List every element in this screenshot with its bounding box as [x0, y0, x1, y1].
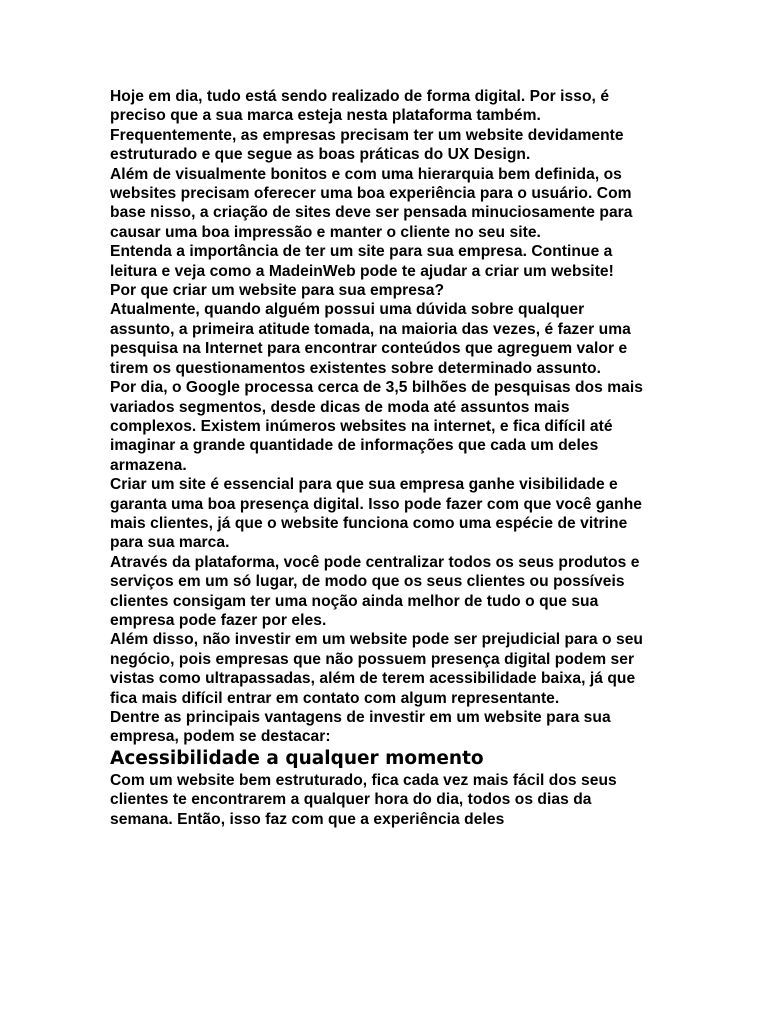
paragraph-importance: Entenda a importância de ter um site para sua empresa. Continue a leitura e veja como a MadeinWeb pode te ajudar a criar um website!	[110, 243, 614, 280]
section-heading: Acessibilidade a qualquer momento	[110, 747, 484, 769]
paragraph-search: Atualmente, quando alguém possui uma dúvida sobre qualquer assunto, a primeira atitude tomada, na maioria das vezes, é fazer uma pesquisa na Internet para encontrar conteúdos que agreguem valor e tirem os questionamentos existentes sobre determinado assunto.	[110, 301, 631, 377]
paragraph-intro: Hoje em dia, tudo está sendo realizado de forma digital. Por isso, é preciso que a sua marca esteja nesta plataforma também. Frequentemente, as empresas precisam ter um website devidamente estruturado e que segue as boas práticas do UX Design.	[110, 88, 624, 164]
paragraph-advantages: Dentre as principais vantagens de investir em um website para sua empresa, podem se destacar:	[110, 709, 611, 746]
document-page	[110, 87, 650, 829]
paragraph-question: Por que criar um website para sua empresa?	[110, 282, 445, 300]
paragraph-platform: Através da plataforma, você pode centralizar todos os seus produtos e serviços em um só lugar, de modo que os seus clientes ou possíveis clientes consigam ter uma noção ainda melhor de tudo o que sua empresa pode fazer por eles.	[110, 553, 640, 629]
paragraph-visibility: Criar um site é essencial para que sua empresa ganhe visibilidade e garanta uma boa presença digital. Isso pode fazer com que você ganhe mais clientes, já que o website funciona como uma espécie de vitrine para sua marca.	[110, 476, 643, 552]
paragraph-google: Por dia, o Google processa cerca de 3,5 bilhões de pesquisas dos mais variados segmentos, desde dicas de moda até assuntos mais complexos. Existem inúmeros websites na internet, e fica difícil até imaginar a grande quantidade de informações que cada um deles armazena.	[110, 379, 643, 474]
paragraph-visual: Além de visualmente bonitos e com uma hierarquia bem definida, os websites precisam oferecer uma boa experiência para o usuário. Com base nisso, a criação de sites deve ser pensada minuciosamente para causar uma boa impressão e manter o cliente no seu site.	[110, 165, 633, 241]
paragraph-prejudicial: Além disso, não investir em um website pode ser prejudicial para o seu negócio, pois empresas que não possuem presença digital podem ser vistas como ultrapassadas, além de terem acessibilidade baixa, já que fica mais difícil entrar em contato com algum representante.	[110, 631, 643, 707]
paragraph-accessibility: Com um website bem estruturado, fica cada vez mais fácil dos seus clientes te encontrarem a qualquer hora do dia, todos os dias da semana. Então, isso faz com que a experiência deles	[110, 771, 617, 828]
